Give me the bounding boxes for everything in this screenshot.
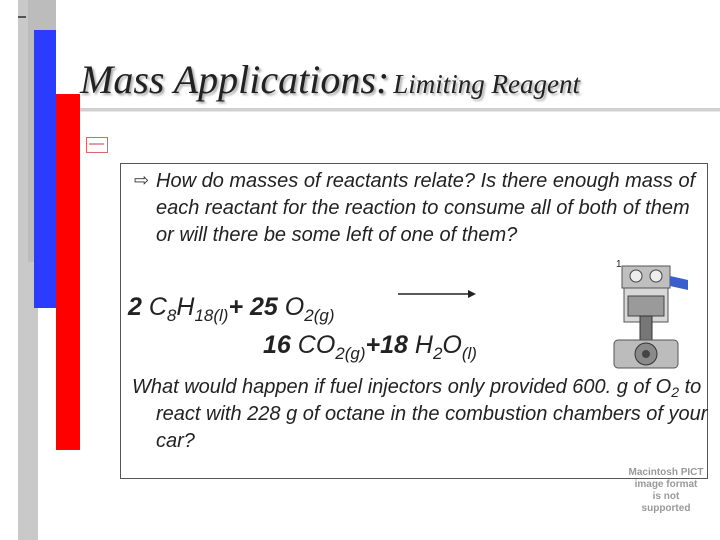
- hollow-right-arrow-icon: ⇨: [134, 170, 150, 190]
- product1-sub: 2(g): [335, 344, 366, 363]
- reactant1-coeff: 2: [128, 293, 142, 321]
- product2-formula-b: O: [442, 331, 462, 359]
- pict-note-line2: image format: [634, 479, 698, 490]
- reactant2-formula: O: [284, 293, 305, 321]
- product2-sub-a: 2: [432, 344, 443, 363]
- title-main: Mass Applications:: [80, 57, 390, 102]
- problem-text: [132, 374, 708, 455]
- problem-part1: What would happen if fuel injectors only provided 600. g of O: [132, 376, 672, 398]
- reaction-arrow-icon: [398, 288, 478, 300]
- title-sub: Limiting Reagent: [393, 69, 580, 99]
- reactant1-sub-b: 18(l): [194, 306, 229, 325]
- reaction-reactants: [128, 293, 335, 325]
- footnote-marker: 1: [616, 259, 622, 270]
- product2-formula-a: H: [414, 331, 433, 359]
- product2-sub-b: (l): [461, 344, 477, 363]
- plus-1: +: [228, 293, 244, 321]
- reactant2-coeff: 25: [250, 293, 278, 321]
- reaction-products: [263, 331, 477, 363]
- reactant1-formula-b: H: [176, 293, 195, 321]
- pict-note-line3: is not supported: [641, 491, 691, 514]
- reactant2-sub: 2(g): [304, 306, 335, 325]
- reactant1-formula-a: C: [148, 293, 167, 321]
- pict-note-line1: Macintosh PICT: [628, 467, 704, 478]
- title-underline-shadow: [80, 111, 720, 112]
- template-logo-icon: [86, 137, 108, 153]
- question-text: How do masses of reactants relate? Is there enough mass of each reactant for the reaction to consume all of both of them or will there be some left of one of them?: [156, 170, 696, 246]
- decor-tick-mark: [18, 16, 26, 18]
- engine-piston-illustration: [600, 262, 692, 372]
- unsupported-image-note: [628, 467, 704, 515]
- product1-coeff: 16: [263, 331, 291, 359]
- reactant1-sub-a: 8: [166, 306, 177, 325]
- decor-red-bar: [56, 94, 80, 450]
- product2-coeff: 18: [380, 331, 408, 359]
- decor-blue-bar: [34, 30, 56, 308]
- product1-formula: CO: [297, 331, 336, 359]
- problem-sub: 2: [671, 384, 680, 400]
- slide-title: [80, 56, 580, 103]
- problem-part2: to react with 228 g of octane in the combustion chambers of your car?: [156, 376, 708, 452]
- plus-2: +: [365, 331, 381, 359]
